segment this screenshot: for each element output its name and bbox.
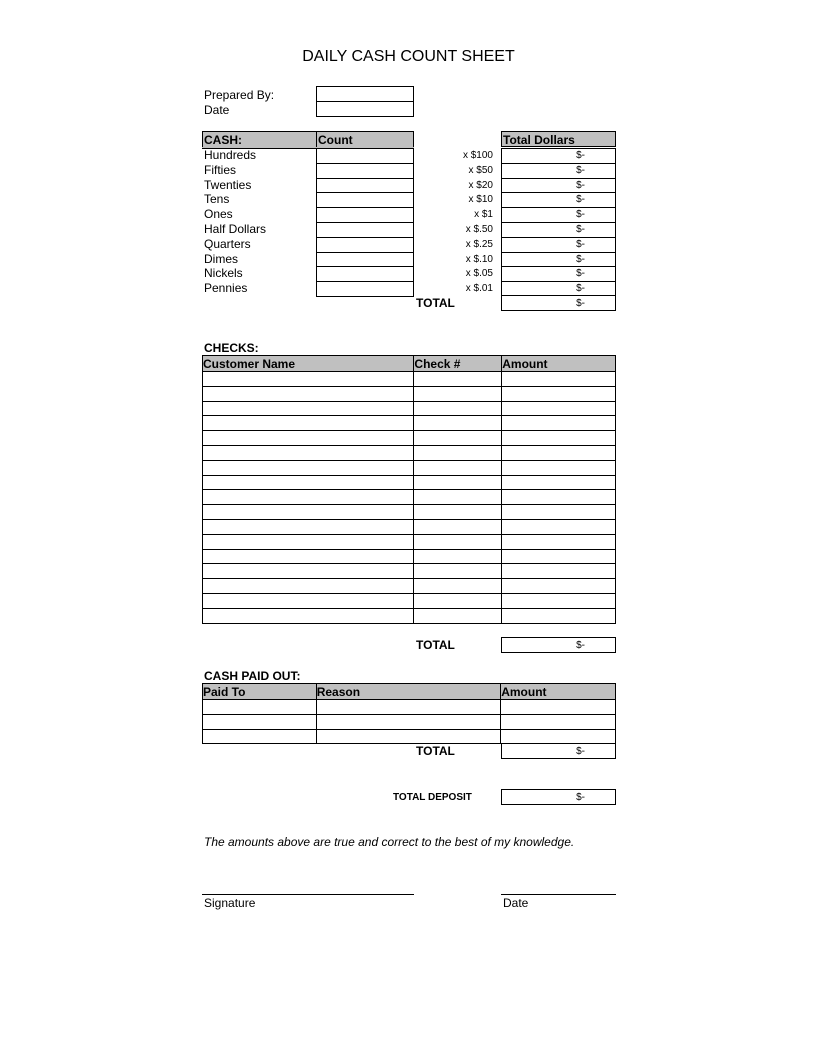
check-number-input[interactable] bbox=[414, 416, 502, 431]
check-customer-name-input[interactable] bbox=[203, 593, 414, 608]
cash-total-label: TOTAL bbox=[416, 296, 455, 310]
cash-count-input[interactable] bbox=[316, 163, 414, 179]
paid-out-reason-input[interactable] bbox=[316, 700, 501, 715]
paid-out-amount-input[interactable] bbox=[501, 729, 616, 744]
check-amount-input[interactable] bbox=[502, 431, 616, 446]
cash-row-total-value: $- bbox=[576, 194, 585, 206]
check-customer-name-input[interactable] bbox=[203, 445, 414, 460]
check-customer-name-input[interactable] bbox=[203, 549, 414, 564]
checks-col-check-number bbox=[414, 356, 502, 372]
cash-count-input[interactable] bbox=[316, 178, 414, 194]
check-customer-name-input[interactable] bbox=[203, 460, 414, 475]
cash-row-label: Tens bbox=[204, 192, 230, 207]
check-customer-name-input[interactable] bbox=[203, 579, 414, 594]
paid-out-row bbox=[203, 700, 616, 715]
cash-row-multiplier: x $100 bbox=[462, 150, 493, 161]
check-number-input[interactable] bbox=[414, 386, 502, 401]
check-row bbox=[203, 519, 616, 534]
cash-row-total-value: $- bbox=[576, 253, 585, 265]
cash-row-multiplier: x $.05 bbox=[465, 268, 493, 280]
check-customer-name-input[interactable] bbox=[203, 519, 414, 534]
cash-row-total-cell bbox=[501, 207, 616, 223]
checks-section-label: CHECKS: bbox=[204, 341, 259, 355]
check-row bbox=[203, 608, 616, 623]
cash-row-total-cell bbox=[501, 237, 616, 253]
cash-row-multiplier: x $.01 bbox=[465, 283, 493, 295]
check-row bbox=[203, 416, 616, 431]
signature-date-label: Date bbox=[503, 896, 529, 910]
paid-out-row bbox=[203, 714, 616, 729]
cash-row-total-value: $- bbox=[576, 150, 585, 161]
cash-paid-out-table-body bbox=[203, 700, 616, 744]
cash-header-left-border bbox=[202, 131, 203, 147]
cash-count-input[interactable] bbox=[316, 252, 414, 268]
check-customer-name-input[interactable] bbox=[203, 386, 414, 401]
cash-row-total-cell bbox=[501, 266, 616, 282]
cash-row-total-cell bbox=[501, 178, 616, 194]
check-customer-name-input[interactable] bbox=[203, 490, 414, 505]
check-row bbox=[203, 564, 616, 579]
certification-statement: The amounts above are true and correct to the best of my knowledge. bbox=[204, 835, 575, 849]
cash-row-multiplier: x $.50 bbox=[465, 224, 493, 235]
cash-row-total-value: $- bbox=[576, 164, 585, 176]
cash-row-multiplier: x $20 bbox=[468, 179, 493, 191]
cash-row-label: Ones bbox=[204, 207, 233, 222]
checks-col-amount bbox=[502, 356, 616, 372]
paid-out-col-amount bbox=[501, 684, 616, 700]
check-number-input[interactable] bbox=[414, 549, 502, 564]
cash-row-label: Hundreds bbox=[204, 148, 257, 162]
check-row bbox=[203, 372, 616, 387]
check-row bbox=[203, 431, 616, 446]
check-row bbox=[203, 579, 616, 594]
cash-row-total-cell bbox=[501, 252, 616, 268]
cash-row-total-value: $- bbox=[576, 179, 585, 191]
check-amount-input[interactable] bbox=[502, 579, 616, 594]
checks-total-value: $- bbox=[576, 640, 585, 651]
check-amount-input[interactable] bbox=[502, 564, 616, 579]
check-row bbox=[203, 490, 616, 505]
cash-row-label: Quarters bbox=[204, 236, 251, 251]
paid-out-col-reason bbox=[316, 684, 501, 700]
check-amount-input[interactable] bbox=[502, 490, 616, 505]
check-number-input[interactable] bbox=[414, 534, 502, 549]
check-customer-name-input[interactable] bbox=[203, 401, 414, 416]
paid-out-reason-input[interactable] bbox=[316, 714, 501, 729]
signature-date-line[interactable] bbox=[501, 894, 616, 895]
check-number-input[interactable] bbox=[414, 579, 502, 594]
check-amount-input[interactable] bbox=[502, 372, 616, 387]
paid-out-paid-to-input[interactable] bbox=[203, 714, 317, 729]
checks-col-customer-name bbox=[203, 356, 414, 372]
check-amount-input[interactable] bbox=[502, 460, 616, 475]
check-row bbox=[203, 460, 616, 475]
check-number-input[interactable] bbox=[414, 460, 502, 475]
check-row bbox=[203, 549, 616, 564]
cash-count-input[interactable] bbox=[316, 281, 414, 297]
cash-row-total-cell bbox=[501, 148, 616, 164]
checks-col-customer-name-label: Customer Name bbox=[203, 356, 296, 371]
check-customer-name-input[interactable] bbox=[203, 416, 414, 431]
checks-table-body bbox=[203, 372, 616, 624]
cash-row-total-cell bbox=[501, 222, 616, 238]
paid-out-total-label: TOTAL bbox=[416, 744, 455, 758]
cash-row-label: Nickels bbox=[204, 266, 243, 281]
cash-paid-out-table bbox=[202, 683, 616, 744]
date-field[interactable] bbox=[316, 101, 414, 117]
check-amount-input[interactable] bbox=[502, 534, 616, 549]
cash-row-total-value: $- bbox=[576, 209, 585, 221]
total-deposit-cell bbox=[501, 789, 616, 805]
cash-row-label: Twenties bbox=[204, 177, 252, 192]
check-customer-name-input[interactable] bbox=[203, 505, 414, 520]
check-row bbox=[203, 386, 616, 401]
cash-total-cell bbox=[501, 295, 616, 311]
cash-section-label: CASH: bbox=[204, 133, 242, 147]
check-amount-input[interactable] bbox=[502, 505, 616, 520]
check-customer-name-input[interactable] bbox=[203, 608, 414, 623]
page-title: DAILY CASH COUNT SHEET bbox=[302, 48, 515, 65]
check-amount-input[interactable] bbox=[502, 386, 616, 401]
cash-row-multiplier: x $1 bbox=[474, 209, 493, 221]
checks-total-label: TOTAL bbox=[416, 638, 455, 652]
check-customer-name-input[interactable] bbox=[203, 372, 414, 387]
signature-label: Signature bbox=[204, 896, 256, 910]
check-number-input[interactable] bbox=[414, 593, 502, 608]
check-row bbox=[203, 534, 616, 549]
check-amount-input[interactable] bbox=[502, 593, 616, 608]
check-customer-name-input[interactable] bbox=[203, 431, 414, 446]
paid-out-col-reason-label: Reason bbox=[316, 684, 361, 699]
check-customer-name-input[interactable] bbox=[203, 534, 414, 549]
check-row bbox=[203, 593, 616, 608]
cash-row-total-value: $- bbox=[576, 224, 585, 235]
check-row bbox=[203, 401, 616, 416]
total-deposit-value: $- bbox=[576, 792, 585, 803]
date-label: Date bbox=[204, 103, 230, 117]
signature-line[interactable] bbox=[202, 894, 414, 895]
cash-header-divider bbox=[316, 131, 317, 147]
paid-out-total-value: $- bbox=[576, 746, 585, 757]
cash-count-input[interactable] bbox=[316, 266, 414, 282]
paid-out-row bbox=[203, 729, 616, 744]
cash-row-label: Fifties bbox=[204, 162, 237, 177]
cash-paid-out-section-label: CASH PAID OUT: bbox=[204, 669, 301, 683]
paid-out-col-paid-to bbox=[203, 684, 317, 700]
paid-out-paid-to-input[interactable] bbox=[203, 700, 317, 715]
check-number-input[interactable] bbox=[414, 431, 502, 446]
cash-count-input[interactable] bbox=[316, 237, 414, 253]
check-number-input[interactable] bbox=[414, 564, 502, 579]
check-number-input[interactable] bbox=[414, 372, 502, 387]
paid-out-total-cell bbox=[501, 743, 616, 759]
check-number-input[interactable] bbox=[414, 490, 502, 505]
paid-out-col-paid-to-label: Paid To bbox=[203, 684, 246, 699]
check-amount-input[interactable] bbox=[502, 475, 616, 490]
prepared-by-label: Prepared By: bbox=[204, 88, 275, 102]
count-column-header: Count bbox=[318, 133, 353, 147]
check-number-input[interactable] bbox=[414, 505, 502, 520]
total-dollars-column-header: Total Dollars bbox=[503, 133, 575, 147]
cash-row-label: Pennies bbox=[204, 281, 248, 296]
check-number-input[interactable] bbox=[414, 475, 502, 490]
cash-count-input[interactable] bbox=[316, 192, 414, 208]
cash-row-multiplier: x $10 bbox=[468, 194, 493, 206]
check-amount-input[interactable] bbox=[502, 416, 616, 431]
cash-row-label: Half Dollars bbox=[204, 222, 267, 236]
paid-out-reason-input[interactable] bbox=[316, 729, 501, 744]
checks-col-amount-label: Amount bbox=[502, 356, 548, 371]
check-number-input[interactable] bbox=[414, 608, 502, 623]
check-amount-input[interactable] bbox=[502, 445, 616, 460]
cash-total-value: $- bbox=[576, 298, 585, 309]
check-customer-name-input[interactable] bbox=[203, 475, 414, 490]
cash-row-total-value: $- bbox=[576, 283, 585, 295]
cash-count-input[interactable] bbox=[316, 222, 414, 238]
cash-row-label: Dimes bbox=[204, 251, 239, 266]
cash-row-multiplier: x $.10 bbox=[465, 253, 493, 265]
cash-header-right-border bbox=[413, 131, 414, 147]
paid-out-amount-input[interactable] bbox=[501, 714, 616, 729]
check-amount-input[interactable] bbox=[502, 401, 616, 416]
check-number-input[interactable] bbox=[414, 519, 502, 534]
checks-col-check-number-label: Check # bbox=[414, 356, 461, 371]
paid-out-amount-input[interactable] bbox=[501, 700, 616, 715]
check-number-input[interactable] bbox=[414, 401, 502, 416]
checks-total-cell bbox=[501, 637, 616, 653]
paid-out-col-amount-label: Amount bbox=[501, 684, 547, 699]
check-amount-input[interactable] bbox=[502, 519, 616, 534]
check-row bbox=[203, 475, 616, 490]
cash-row-multiplier: x $.25 bbox=[465, 238, 493, 250]
check-amount-input[interactable] bbox=[502, 608, 616, 623]
check-row bbox=[203, 505, 616, 520]
paid-out-paid-to-input[interactable] bbox=[203, 729, 317, 744]
cash-row-total-value: $- bbox=[576, 238, 585, 250]
cash-row-total-value: $- bbox=[576, 268, 585, 280]
total-deposit-label: TOTAL DEPOSIT bbox=[393, 792, 472, 803]
cash-row-multiplier: x $50 bbox=[468, 164, 493, 176]
cash-count-input[interactable] bbox=[316, 207, 414, 223]
cash-count-input[interactable] bbox=[316, 148, 414, 164]
cash-row-total-cell bbox=[501, 163, 616, 179]
check-amount-input[interactable] bbox=[502, 549, 616, 564]
checks-table bbox=[202, 355, 616, 624]
prepared-by-field[interactable] bbox=[316, 86, 414, 102]
check-number-input[interactable] bbox=[414, 445, 502, 460]
check-customer-name-input[interactable] bbox=[203, 564, 414, 579]
check-row bbox=[203, 445, 616, 460]
cash-row-total-cell bbox=[501, 192, 616, 208]
